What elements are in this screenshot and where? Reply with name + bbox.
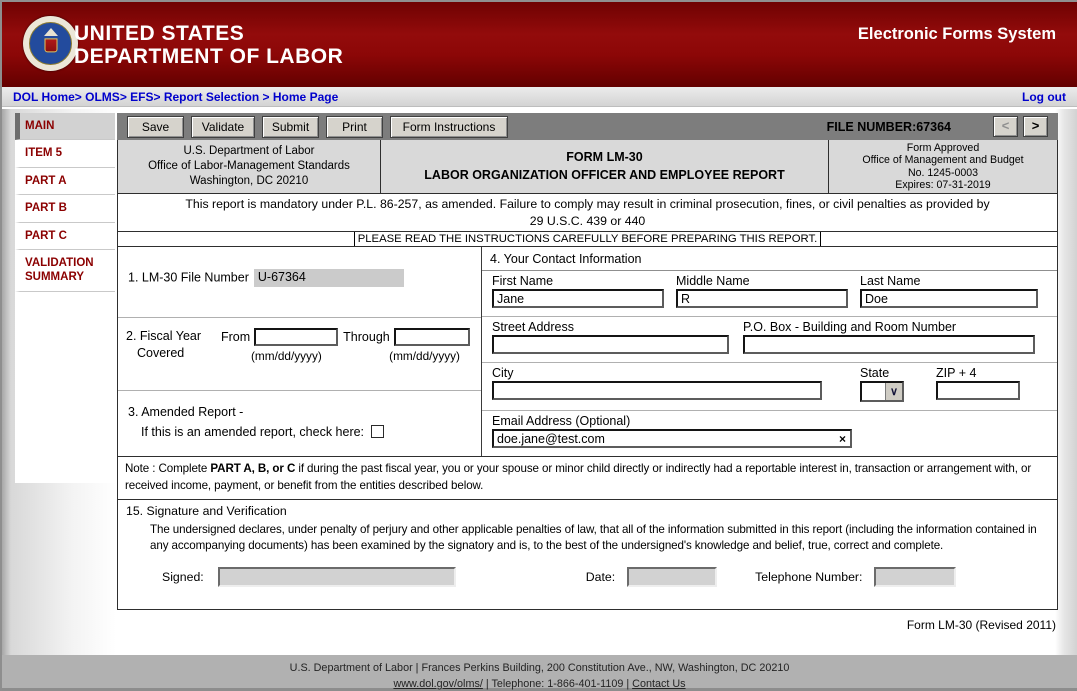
street-address-group bbox=[492, 320, 729, 354]
mandatory-statement bbox=[118, 194, 1057, 232]
form-title-row bbox=[118, 140, 1057, 194]
system-title: Electronic Forms System bbox=[857, 25, 1056, 43]
email-row bbox=[482, 411, 1057, 456]
last-name-label: Last Name bbox=[860, 274, 921, 289]
read-instructions-text: PLEASE READ THE INSTRUCTIONS CAREFULLY BEFORE PREPARING THIS REPORT. bbox=[354, 232, 822, 246]
form-revision-note: Form LM-30 (Revised 2011) bbox=[906, 617, 1056, 632]
footer-telephone-text: | Telephone: 1-866-401-1109 | bbox=[482, 678, 633, 691]
breadcrumb-home-page[interactable]: Home Page bbox=[272, 89, 339, 104]
pobox-input[interactable] bbox=[743, 335, 1035, 354]
lm30-form bbox=[117, 140, 1058, 610]
omb-line: Expires: 07-31-2019 bbox=[895, 178, 991, 191]
note-suffix: if during the past fiscal year, you or your spouse or minor child directly or indirectly had a reportable interest in, transaction or arrangement with, or received income, payment, or benefit from the entities described below. bbox=[125, 462, 1032, 493]
form-number-title: FORM LM-30 bbox=[566, 150, 643, 165]
date-format-hint: (mm/dd/yyyy) bbox=[389, 349, 460, 364]
zip-input[interactable] bbox=[936, 381, 1020, 400]
telephone-readonly-field bbox=[874, 567, 956, 587]
contact-info-title: 4. Your Contact Information bbox=[482, 247, 1057, 271]
breadcrumb-olms[interactable]: OLMS bbox=[85, 89, 120, 104]
signature-declaration: The undersigned declares, under penalty of perjury and other applicable penalties of law, that all of the information submitted in this report (including the information contained in any accompanying documents) has been examined by the signatory and is, to the best of the undersigned's knowledge and belief, true, correct and complete. bbox=[150, 523, 1037, 553]
signature-fields-row bbox=[126, 567, 1049, 587]
mandatory-line2: 29 U.S.C. 439 or 440 bbox=[529, 213, 646, 228]
agency-address-line: U.S. Department of Labor bbox=[183, 145, 315, 158]
sidebar-item-part-b[interactable]: PART B bbox=[15, 195, 115, 222]
logout-link[interactable]: Log out bbox=[1022, 89, 1066, 104]
form-left-column bbox=[118, 247, 482, 456]
sidebar-item-part-c[interactable]: PART C bbox=[15, 223, 115, 250]
omb-line: No. 1245-0003 bbox=[907, 166, 979, 179]
agency-address-line: Office of Labor-Management Standards bbox=[148, 160, 350, 173]
zip-label: ZIP + 4 bbox=[936, 366, 977, 381]
amended-report-label: 3. Amended Report - bbox=[128, 405, 244, 420]
chevron-down-icon[interactable]: ∨ bbox=[885, 383, 902, 400]
breadcrumb bbox=[2, 87, 1077, 107]
file-number-readonly-field: U-67364 bbox=[254, 269, 404, 287]
signature-section bbox=[118, 499, 1057, 609]
breadcrumb-efs[interactable]: EFS bbox=[130, 89, 154, 104]
file-number-label: FILE NUMBER:67364 bbox=[826, 119, 951, 134]
fiscal-through-input[interactable] bbox=[394, 328, 470, 346]
shield-icon bbox=[44, 38, 57, 52]
mandatory-line1: This report is mandatory under P.L. 86-257, as amended. Failure to comply may result in criminal prosecution, fines, or civil penalties as provided by bbox=[185, 197, 990, 212]
note-prefix: Note : Complete bbox=[125, 462, 211, 476]
file-number-field-label: 1. LM-30 File Number bbox=[128, 270, 249, 285]
middle-name-label: Middle Name bbox=[676, 274, 750, 289]
state-select[interactable] bbox=[860, 381, 904, 402]
state-label: State bbox=[860, 366, 890, 381]
amended-report-checkbox[interactable] bbox=[371, 425, 384, 438]
footer-olms-link[interactable]: www.dol.gov/olms/ bbox=[393, 678, 483, 691]
sidebar-item-item5[interactable]: ITEM 5 bbox=[15, 140, 115, 167]
breadcrumb-dol-home[interactable]: DOL Home bbox=[13, 89, 75, 104]
first-name-input[interactable] bbox=[492, 289, 664, 308]
item3-amended-report-row bbox=[118, 391, 481, 450]
form-toolbar bbox=[117, 113, 1058, 140]
fiscal-through-group bbox=[343, 328, 470, 386]
note-bold: PART A, B, or C bbox=[210, 462, 296, 476]
signature-title: 15. Signature and Verification bbox=[126, 504, 287, 519]
city-state-zip-row bbox=[482, 363, 1057, 411]
submit-button[interactable]: Submit bbox=[262, 116, 319, 138]
previous-page-button[interactable]: < bbox=[993, 116, 1018, 137]
email-input[interactable] bbox=[492, 429, 852, 448]
pobox-label: P.O. Box - Building and Room Number bbox=[743, 320, 957, 335]
omb-approval-cell bbox=[829, 140, 1057, 193]
sidebar-item-part-a[interactable]: PART A bbox=[15, 168, 115, 195]
sidebar-item-main[interactable]: MAIN bbox=[15, 113, 115, 140]
middle-name-input[interactable] bbox=[676, 289, 848, 308]
name-fields-row bbox=[482, 271, 1057, 317]
fiscal-from-input[interactable] bbox=[254, 328, 338, 346]
city-label: City bbox=[492, 366, 514, 381]
agency-title-line2: DEPARTMENT OF LABOR bbox=[74, 45, 344, 69]
agency-address-line: Washington, DC 20210 bbox=[189, 175, 309, 188]
dol-seal-icon bbox=[23, 16, 78, 71]
next-page-button[interactable]: > bbox=[1023, 116, 1048, 137]
date-format-hint: (mm/dd/yyyy) bbox=[251, 349, 322, 364]
last-name-group bbox=[860, 274, 1038, 308]
telephone-label: Telephone Number: bbox=[755, 569, 863, 584]
street-address-input[interactable] bbox=[492, 335, 729, 354]
agency-title-line1: UNITED STATES bbox=[74, 22, 245, 45]
form-name-title: LABOR ORGANIZATION OFFICER AND EMPLOYEE REPORT bbox=[424, 167, 785, 182]
state-group bbox=[860, 366, 904, 402]
address-fields-row bbox=[482, 317, 1057, 363]
fiscal-year-label bbox=[126, 328, 221, 386]
signed-label: Signed: bbox=[162, 569, 204, 584]
breadcrumb-report-selection[interactable]: Report Selection bbox=[163, 89, 260, 104]
signed-readonly-field bbox=[218, 567, 456, 587]
form-right-column bbox=[482, 247, 1057, 456]
footer-address-line: U.S. Department of Labor | Frances Perkins Building, 200 Constitution Ave., NW, Washington, DC 20210 bbox=[289, 662, 790, 674]
breadcrumb-separator: > bbox=[119, 89, 131, 104]
fiscal-from-group bbox=[221, 328, 338, 386]
page-header bbox=[2, 0, 1077, 87]
print-button[interactable]: Print bbox=[326, 116, 383, 138]
clear-email-icon[interactable]: × bbox=[838, 432, 846, 447]
note-row bbox=[118, 456, 1057, 499]
agency-title bbox=[74, 22, 343, 68]
first-name-label: First Name bbox=[492, 274, 554, 289]
email-label: Email Address (Optional) bbox=[492, 414, 631, 429]
footer-contact-us-link[interactable]: Contact Us bbox=[632, 678, 686, 691]
street-address-label: Street Address bbox=[492, 320, 574, 335]
first-name-group bbox=[492, 274, 664, 308]
agency-address-cell bbox=[118, 140, 381, 193]
read-instructions-row bbox=[118, 232, 1057, 247]
email-group bbox=[492, 414, 852, 448]
eagle-icon bbox=[44, 28, 58, 36]
form-instructions-button[interactable]: Form Instructions bbox=[390, 116, 508, 138]
save-button[interactable]: Save bbox=[127, 116, 184, 138]
omb-line: Form Approved bbox=[906, 142, 980, 154]
form-content bbox=[117, 113, 1058, 655]
middle-name-group bbox=[676, 274, 848, 308]
pobox-group bbox=[743, 320, 1035, 354]
form-body bbox=[118, 247, 1057, 456]
main-region bbox=[2, 109, 1077, 655]
validate-button[interactable]: Validate bbox=[191, 116, 255, 138]
through-label: Through bbox=[343, 330, 390, 345]
date-label: Date: bbox=[585, 569, 616, 584]
page-footer bbox=[2, 655, 1077, 691]
form-nav-sidebar bbox=[15, 113, 115, 483]
fiscal-year-label-line1: 2. Fiscal Year bbox=[126, 329, 202, 344]
date-readonly-field bbox=[627, 567, 717, 587]
breadcrumb-separator: > bbox=[259, 89, 273, 104]
breadcrumb-separator: > bbox=[153, 89, 164, 104]
dol-seal-inner bbox=[29, 22, 72, 65]
amended-check-label: If this is an amended report, check here: bbox=[141, 424, 365, 439]
from-label: From bbox=[221, 330, 251, 345]
form-title-cell bbox=[381, 140, 829, 193]
item1-file-number-row bbox=[118, 247, 481, 318]
sidebar-item-validation-summary[interactable]: VALIDATION SUMMARY bbox=[15, 250, 115, 292]
fiscal-year-label-line2: Covered bbox=[137, 345, 185, 360]
breadcrumb-separator: > bbox=[74, 89, 86, 104]
zip-group bbox=[936, 366, 1020, 402]
city-input[interactable] bbox=[492, 381, 822, 400]
omb-line: Office of Management and Budget bbox=[862, 154, 1024, 167]
city-group bbox=[492, 366, 822, 402]
last-name-input[interactable] bbox=[860, 289, 1038, 308]
item2-fiscal-year-row bbox=[118, 318, 481, 391]
